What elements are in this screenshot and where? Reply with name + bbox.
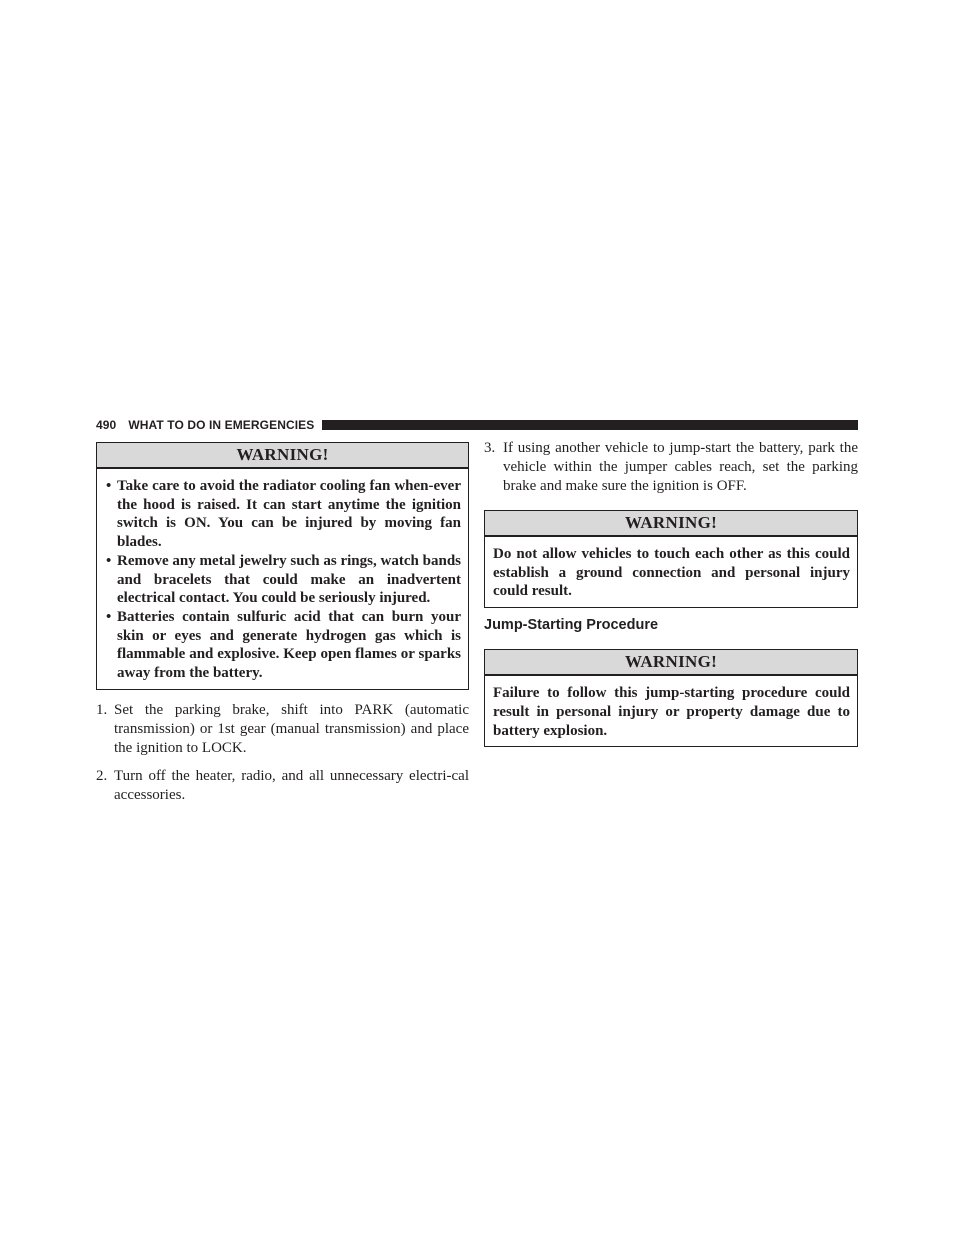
warning-bullet-text: Remove any metal jewelry such as rings, watch bands and bracelets that could make an inadvertent electrical contact. You could be seriously injured. <box>117 552 461 607</box>
bullet-dot-icon: • <box>106 608 112 625</box>
step-number: 1. <box>96 701 108 718</box>
procedure-step <box>484 439 858 496</box>
step-text: Turn off the heater, radio, and all unnecessary electri-cal accessories. <box>114 767 469 803</box>
section-title: WHAT TO DO IN EMERGENCIES <box>128 418 315 432</box>
warning-body: Do not allow vehicles to touch each other as this could establish a ground connection and personal injury could result. <box>493 546 850 600</box>
page-number: 490 <box>96 418 117 432</box>
warning-bullet <box>105 552 461 608</box>
warning-body: Failure to follow this jump-starting procedure could result in personal injury or property damage due to battery explosion. <box>493 685 850 739</box>
bullet-dot-icon: • <box>106 478 112 494</box>
warning-heading: WARNING! <box>97 443 468 469</box>
page-header <box>96 417 858 433</box>
warning-box-fan <box>96 442 469 690</box>
warning-bullet-text: Batteries contain sulfuric acid that can burn your skin or eyes and generate hydrogen gas which is flammable and explosive. Keep open flames or sparks away from the battery. <box>117 608 461 682</box>
left-column <box>96 442 469 805</box>
procedure-step <box>96 767 469 805</box>
warning-bullet <box>105 477 461 552</box>
warning-body <box>97 469 468 689</box>
step-text: Set the parking brake, shift into PARK (automatic transmission) or 1st gear (manual transmission) and place the ignition to LOCK. <box>114 701 469 756</box>
warning-box-vehicles <box>484 510 858 608</box>
procedure-steps <box>484 439 858 496</box>
subheading-jump-starting: Jump-Starting Procedure <box>484 617 659 634</box>
right-column <box>484 439 858 747</box>
warning-box-procedure <box>484 649 858 747</box>
step-number: 2. <box>96 767 108 784</box>
warning-heading: WARNING! <box>485 511 857 537</box>
warning-bullet-text: Take care to avoid the radiator cooling fan when-ever the hood is raised. It can start anytime the ignition switch is ON. You can be injured by moving fan blades. <box>117 478 461 551</box>
warning-bullet-list <box>105 477 461 683</box>
step-text: If using another vehicle to jump-start the battery, park the vehicle within the jumper cables reach, set the parking brake and make sure the ignition is OFF. <box>503 440 858 494</box>
step-number: 3. <box>484 440 496 456</box>
bullet-dot-icon: • <box>106 552 112 569</box>
procedure-step <box>96 701 469 758</box>
procedure-steps <box>96 701 469 805</box>
header-rule <box>322 420 858 430</box>
warning-heading: WARNING! <box>485 650 857 676</box>
warning-bullet <box>105 608 461 683</box>
